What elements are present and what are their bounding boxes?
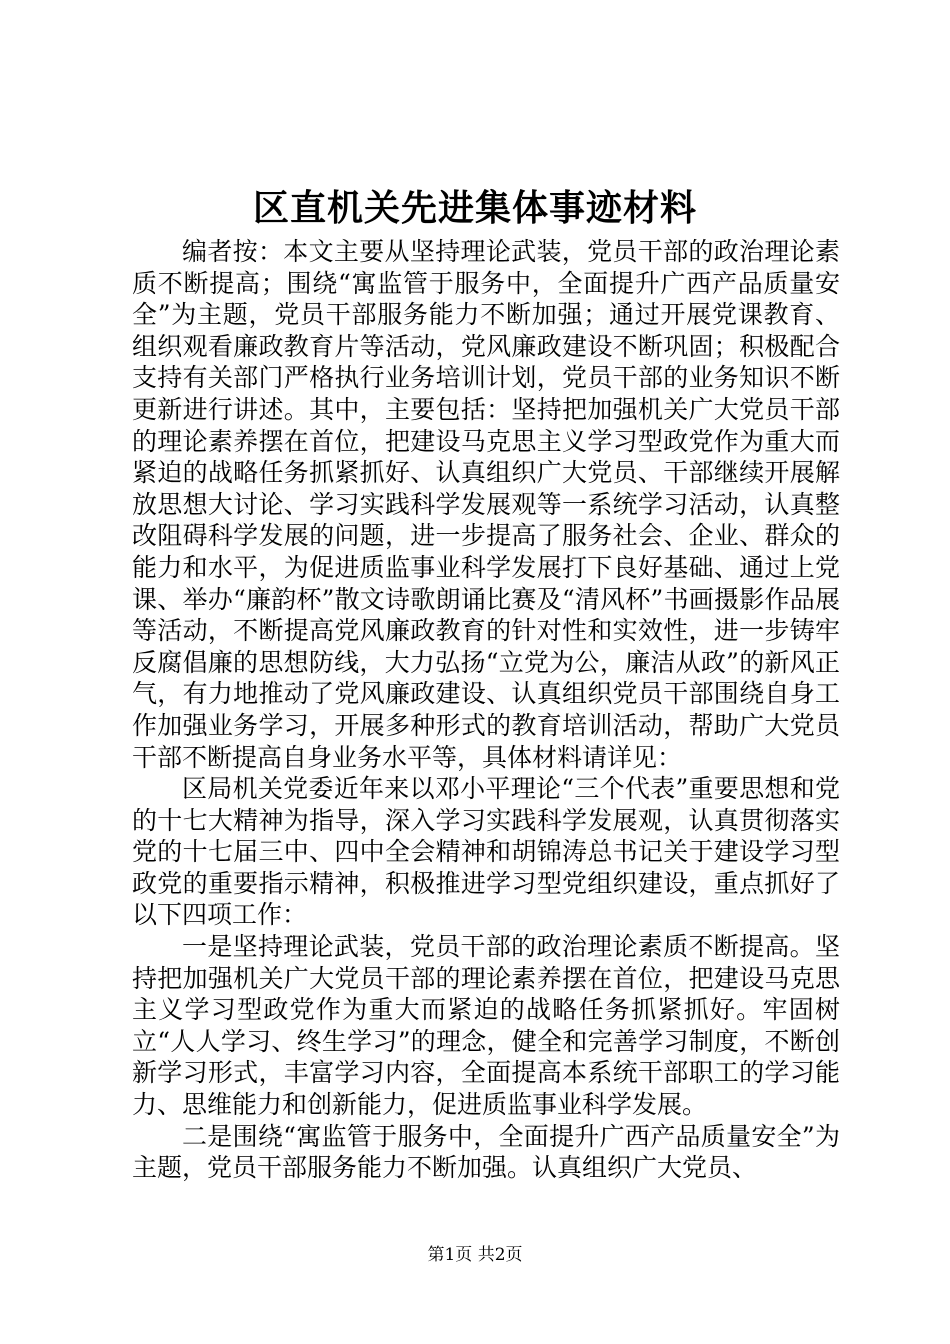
document-title: 区直机关先进集体事迹材料 xyxy=(252,187,697,229)
paragraph-editor-note: 编者按：本文主要从坚持理论武装，党员干部的政治理论素质不断提高；围绕“寓监管于服务中，全面提升广西产品质量安全”为主题，党员干部服务能力不断加强；通过开展党课教育、组织观看廉政教育片等活动，党风廉政建设不断巩固；积极配合支持有关部门严格执行业务培训计划，党员干部的业务知识不断更新进行讲述。其中，主要包括：坚持把加强机关广大党员干部的理论素养摆在首位，把建设马克思主义学习型政党作为重大而紧迫的战略任务抓紧抓好、认真组织广大党员、干部继续开展解放思想大讨论、学习实践科学发展观等一系统学习活动，认真整改阻碍科学发展的问题，进一步提高了服务社会、企业、群众的能力和水平，为促进质监事业科学发展打下良好基础、通过上党课、举办“廉韵杯”散文诗歌朗诵比赛及“清风杯”书画摄影作品展等活动，不断提高党风廉政教育的针对性和实效性，进一步铸牢反腐倡廉的思想防线，大力弘扬“立党为公，廉洁从政”的新风正气，有力地推动了党风廉政建设、认真组织党员干部围绕自身工作加强业务学习，开展多种形式的教育培训活动，帮助广大党员干部不断提高自身业务水平等，具体材料请详见： xyxy=(132,237,840,772)
paragraph-intro: 区局机关党委近年来以邓小平理论“三个代表”重要思想和党的十七大精神为指导，深入学习实践科学发展观，认真贯彻落实党的十七届三中、四中全会精神和胡锦涛总书记关于建设学习型政党的重要指示精神，积极推进学习型党组织建设，重点抓好了以下四项工作： xyxy=(132,774,840,930)
paragraph-point-one: 一是坚持理论武装，党员干部的政治理论素质不断提高。坚持把加强机关广大党员干部的理论素养摆在首位，把建设马克思主义学习型政党作为重大而紧迫的战略任务抓紧抓好。牢固树立“人人学习、终生学习”的理念，健全和完善学习制度，不断创新学习形式，丰富学习内容，全面提高本系统干部职工的学习能力、思维能力和创新能力，促进质监事业科学发展。 xyxy=(132,932,840,1120)
paragraph-point-two: 二是围绕“寓监管于服务中，全面提升广西产品质量安全”为主题，党员干部服务能力不断加强。认真组织广大党员、 xyxy=(132,1121,840,1183)
page-footer: 第1页 共2页 xyxy=(427,1245,523,1265)
document-body xyxy=(132,236,840,1184)
